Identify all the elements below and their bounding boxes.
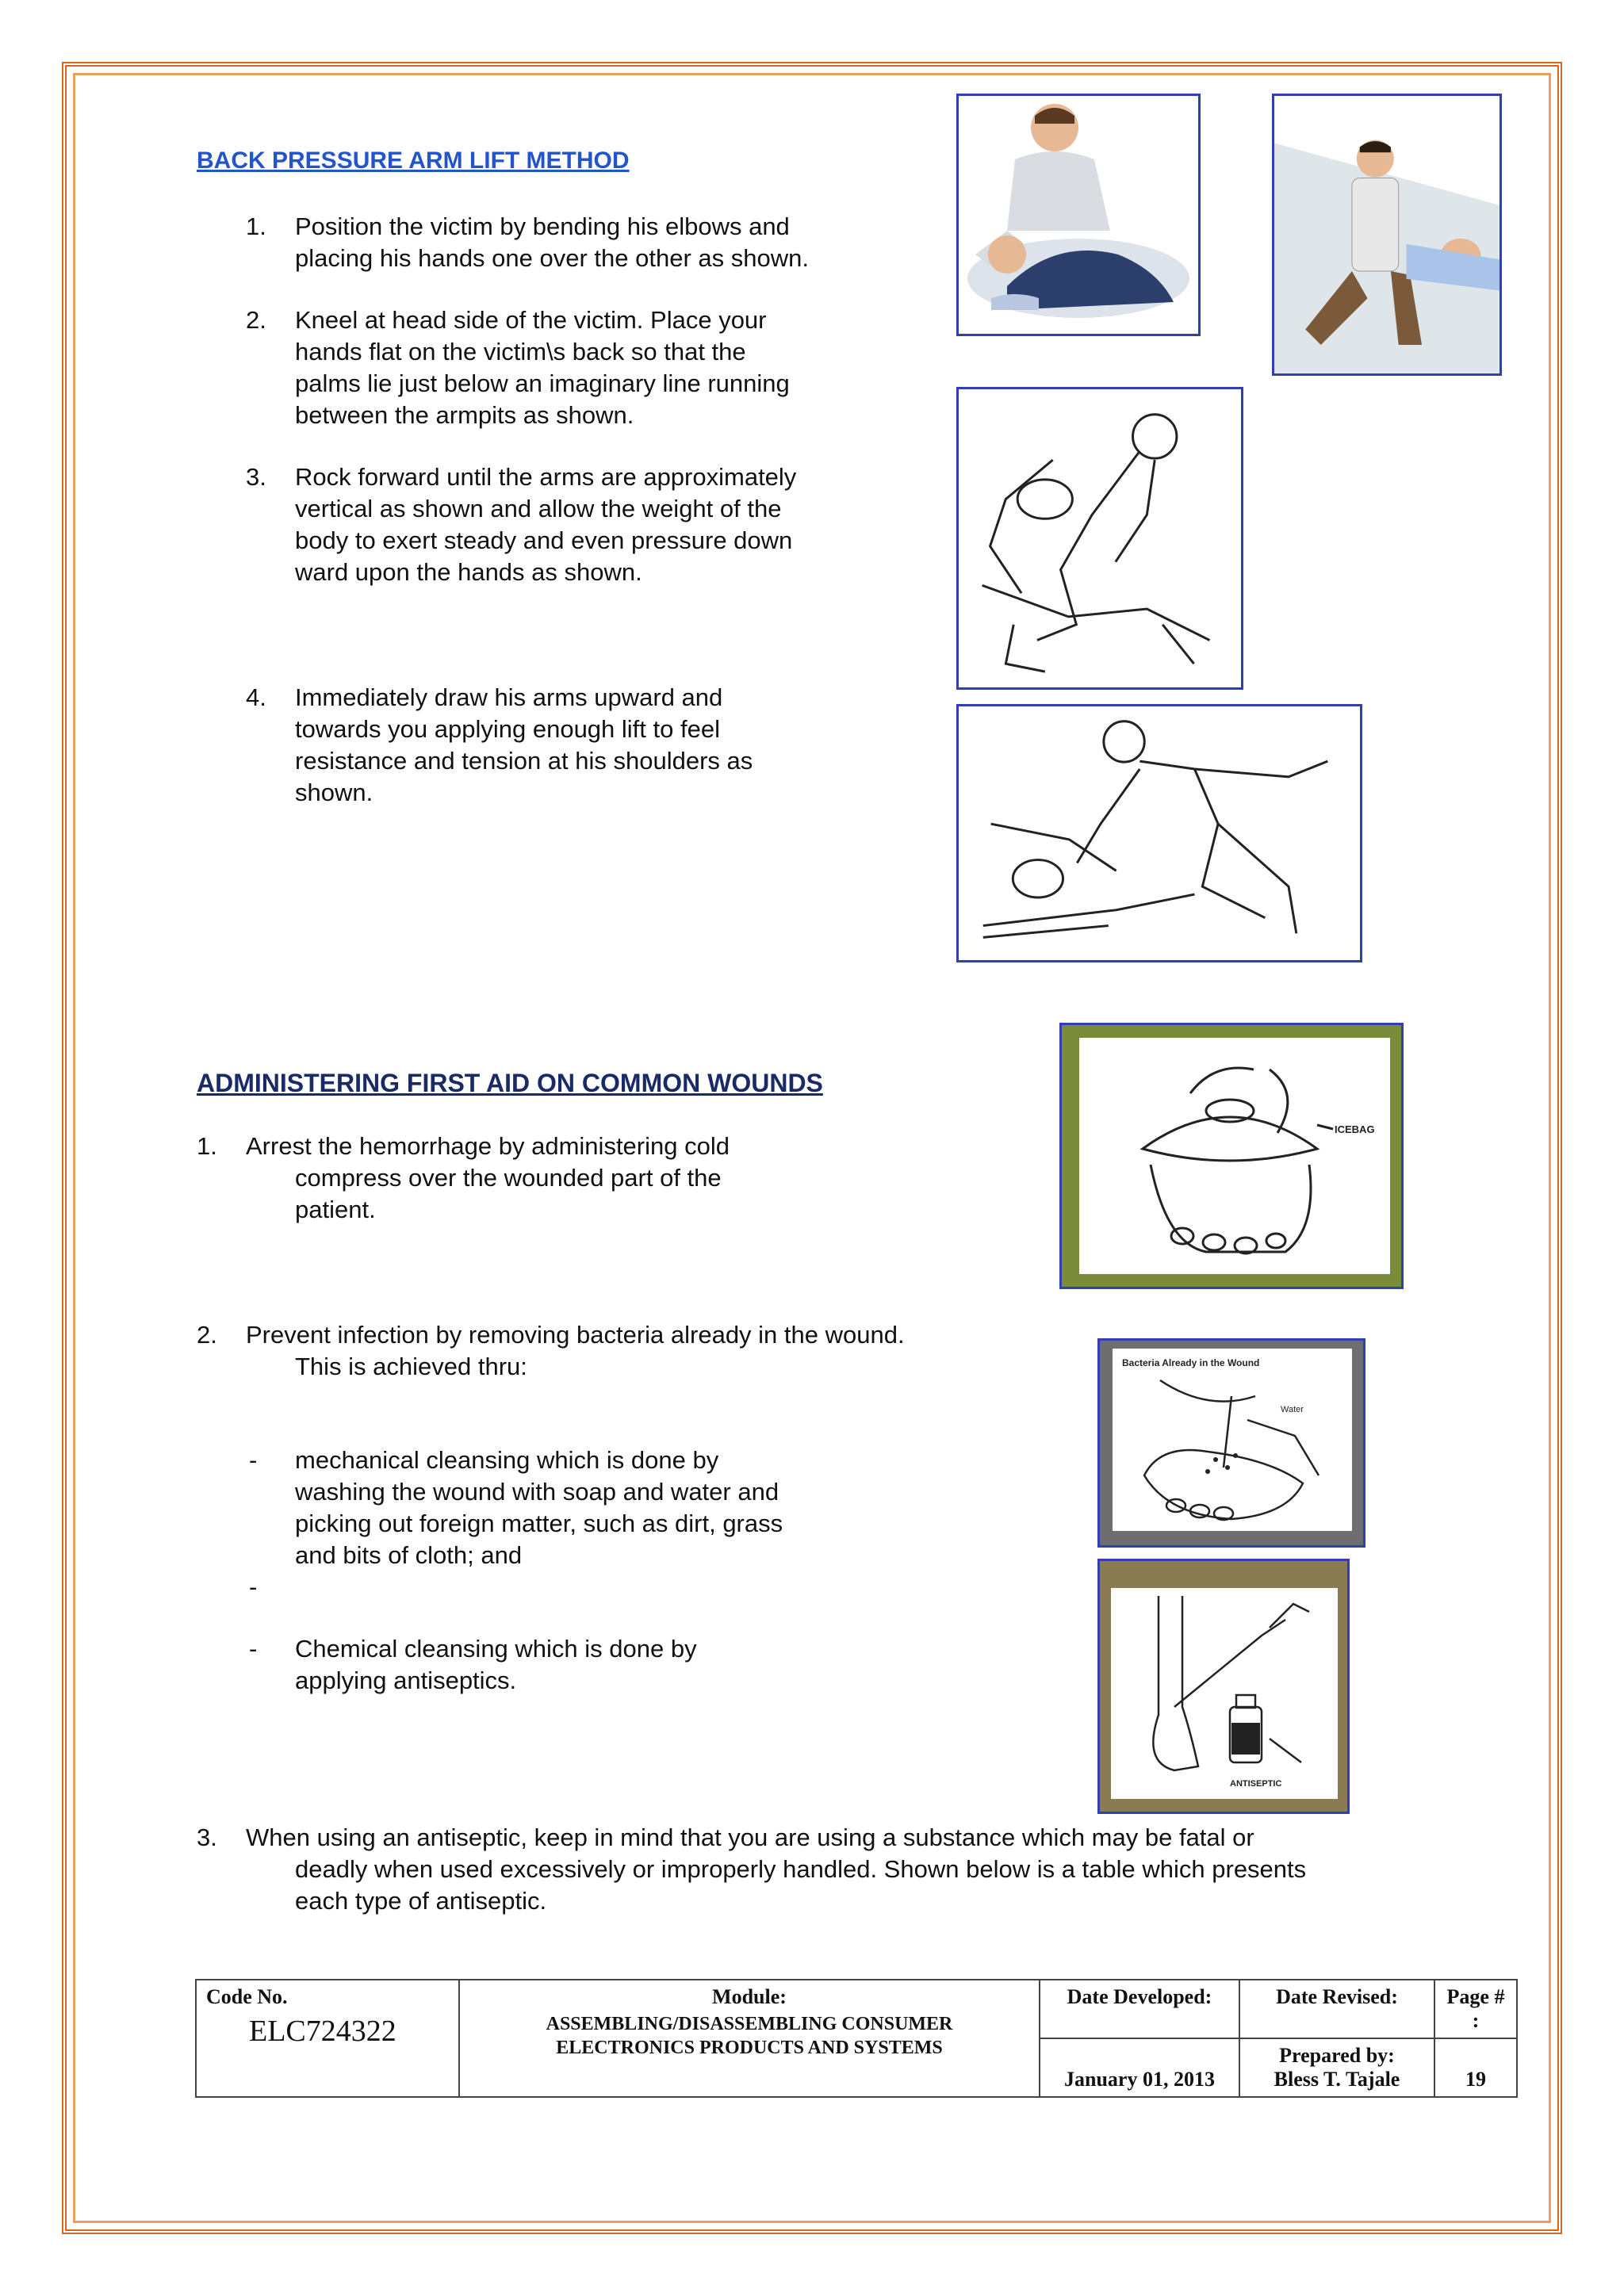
item-number: 1.: [197, 1132, 217, 1160]
module-label: Module:: [712, 1985, 787, 2008]
sub-dash: -: [249, 1573, 258, 1601]
image-arm-lift: [956, 704, 1362, 962]
label-icebag: ICEBAG: [1335, 1123, 1375, 1135]
item-2-line-2: This is achieved thru:: [295, 1353, 527, 1380]
item-1-cont: compress over the wounded part of the patient.: [295, 1164, 722, 1223]
module-line-1: ASSEMBLING/DISASSEMBLING CONSUMER: [546, 2014, 953, 2034]
date-developed-label: Date Developed:: [1040, 1980, 1239, 2038]
step-number: 4.: [246, 683, 266, 711]
item-3-line-1: When using an antiseptic, keep in mind that you are using a substance which may be fatal or: [246, 1823, 1254, 1851]
image-kneeling-rescuer: [1272, 94, 1502, 376]
step-4-text: Immediately draw his arms upward and towards you applying enough lift to feel resistance and tension at his shoulders as shown.: [295, 683, 753, 806]
code-value: ELC724322: [249, 2015, 396, 2048]
image-applying-antiseptic: [1097, 1559, 1350, 1814]
prepared-label: Prepared by:: [1279, 2044, 1395, 2067]
step-1-text: Position the victim by bending his elbows and placing his hands one over the other as shown.: [295, 212, 809, 272]
sub-dash: -: [249, 1446, 258, 1474]
image-washing-wound: [1097, 1338, 1365, 1548]
item-number: 2.: [197, 1321, 217, 1349]
code-label: Code No.: [206, 1985, 288, 2008]
heading-back-pressure: BACK PRESSURE ARM LIFT METHOD: [197, 147, 630, 174]
step-3-text: Rock forward until the arms are approximately vertical as shown and allow the weight of the body to exert steady and even pressure down ward upon the hands as shown.: [295, 463, 797, 586]
item-3-cont: deadly when used excessively or improperly handled. Shown below is a table which presents each type of antiseptic.: [295, 1855, 1307, 1915]
footer-table: [195, 1979, 1518, 2098]
heading-first-aid-wounds: ADMINISTERING FIRST AID ON COMMON WOUNDS: [197, 1069, 823, 1097]
image-positioning-victim: [956, 94, 1201, 336]
date-revised-label: Date Revised:: [1239, 1980, 1434, 2038]
page-label: Page # :: [1434, 1980, 1517, 2038]
step-number: 3.: [246, 463, 266, 491]
label-antiseptic: ANTISEPTIC: [1230, 1779, 1282, 1789]
image-icebag-compress: [1059, 1023, 1404, 1289]
footer-code-cell: [196, 1980, 459, 2097]
prepared-value: Bless T. Tajale: [1274, 2068, 1400, 2091]
prepared-cell: [1239, 2038, 1434, 2097]
label-bacteria-caption: Bacteria Already in the Wound: [1122, 1357, 1260, 1368]
sub-dash: -: [249, 1635, 258, 1663]
page-value: 19: [1434, 2038, 1517, 2097]
module-line-2: ELECTRONICS PRODUCTS AND SYSTEMS: [556, 2038, 943, 2058]
step-number: 1.: [246, 212, 266, 240]
label-water: Water: [1281, 1405, 1304, 1414]
image-rock-forward: [956, 387, 1243, 690]
sub-mechanical-cleansing: mechanical cleansing which is done by washing the wound with soap and water and picking out foreign matter, such as dirt, grass and bits of cloth; and: [295, 1446, 783, 1569]
step-number: 2.: [246, 306, 266, 334]
item-2-line-1: Prevent infection by removing bacteria already in the wound.: [246, 1321, 905, 1349]
step-2-text: Kneel at head side of the victim. Place your hands flat on the victim\s back so that the palms lie just below an imaginary line running between the armpits as shown.: [295, 306, 790, 429]
item-number: 3.: [197, 1823, 217, 1851]
footer-module-cell: [459, 1980, 1040, 2097]
item-1-line-1: Arrest the hemorrhage by administering cold: [246, 1132, 730, 1160]
sub-chemical-cleansing: Chemical cleansing which is done by applying antiseptics.: [295, 1635, 697, 1694]
date-developed-value: January 01, 2013: [1040, 2038, 1239, 2097]
